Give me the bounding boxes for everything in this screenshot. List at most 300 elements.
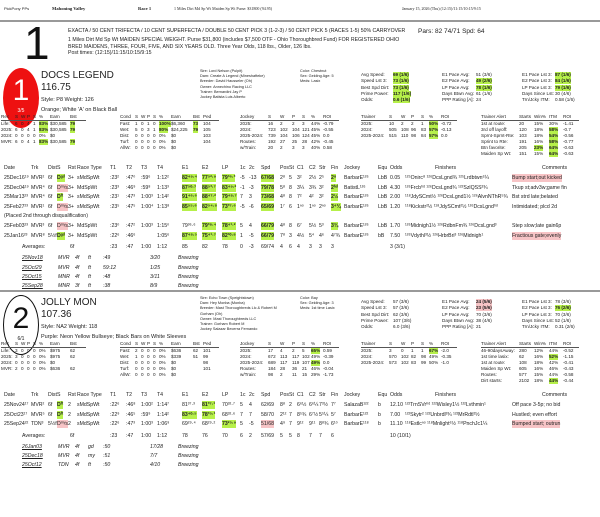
pp-lp: 79³⁶·³ (222, 175, 236, 181)
stat-label: LP Pace Avg: (442, 311, 470, 317)
trainer-alert-table-cell: 58% (549, 139, 559, 144)
pp-spd: 58/70 (261, 411, 274, 418)
record-table-cell: 0 (21, 354, 24, 359)
stat-value: 57 (3/6) (393, 305, 409, 311)
pp-c1: 3² (297, 175, 302, 181)
condition-table-cell: 0 (153, 366, 156, 371)
pp-rst: 2 (68, 402, 71, 408)
trainer-alert-table-cell: Routes: (481, 372, 497, 377)
pp-t4: 1:06⁹ (157, 421, 170, 428)
pp-st: 8 (289, 223, 292, 229)
condition-table-cell: 79 (193, 127, 199, 132)
condition-table-header: S (153, 114, 157, 119)
pp-t2: :47³ (126, 194, 135, 201)
trainer-alert-table-cell: 30% (549, 121, 559, 126)
race-number: 1 (24, 17, 50, 69)
trainer-alert-table-cell: -0.7 (563, 127, 571, 132)
pp-header: T1 (110, 165, 117, 171)
condition-table-header: P (147, 341, 151, 346)
record-table-cell: 0 (21, 133, 24, 138)
trainer-alert-table-cell: 44% (549, 378, 559, 383)
pp-t4: 1:14⁷ (157, 402, 169, 408)
pp-trk: TDN³ (31, 421, 44, 428)
pp-t3: :59⁸ (141, 184, 151, 191)
trainer-table-cell: 2024: (361, 354, 373, 359)
record-table-cell: $0 (50, 133, 56, 138)
pp-spd: 51/68 (261, 421, 274, 428)
pedigree-line: Owner: Mast Thoroughbreds LLC (200, 316, 257, 321)
trainer-table-cell: 2025-2024: (361, 360, 385, 365)
workout-distance: 4f (75, 264, 80, 271)
trainer-table-cell: 2025-2024: (361, 133, 385, 138)
pedigree-line: Jockey Batista Luis Alberto (200, 95, 246, 100)
pp-odds: 7.00 (390, 411, 401, 418)
stat-value: 70 (3/6) (555, 311, 571, 317)
workout-type: Breezing (178, 453, 199, 460)
condition-table-cell: AllW: (120, 145, 131, 150)
pp-fin: 2½ (331, 194, 339, 201)
condition-table-cell: Dist: (120, 133, 130, 138)
average-value: 1:00 (141, 432, 152, 439)
record-table-cell: MVR: (1, 366, 13, 371)
pp-header: Spd (261, 165, 271, 171)
condition-table-cell: 0 (141, 139, 144, 144)
pp-dist: 6f (48, 184, 53, 191)
condition-table-cell: 0% (159, 145, 166, 150)
pp-t1: :22⁶ (110, 232, 120, 239)
stat-label: Odds: (361, 324, 374, 330)
record-table-cell: 0% (39, 360, 46, 365)
trainer-alert-table-cell: 46-90daysAway: (481, 348, 515, 353)
condition-table-cell: 0 (147, 366, 150, 371)
record-table-cell: 83% (39, 127, 49, 132)
condition-table-header: % (159, 341, 164, 346)
trainer-alert-table-cell: 44% (549, 348, 559, 353)
pp-lp: 73²⁵·⁹ (222, 421, 237, 428)
horse-name[interactable]: JOLLY MON (41, 297, 97, 308)
record-table-header: Rec (1, 114, 10, 119)
pp-finishers[interactable]: ¹²²Skytr² ¹²²Unbrdl³¾ ¹²²MrRdtl³½ (405, 411, 480, 418)
pp-e2: 88⁴⁷·² (202, 194, 216, 201)
pp-c1: 3¼ (297, 184, 305, 191)
pp-1c: 5 (240, 421, 243, 428)
stat-label: LP Pace Lst 3: (522, 84, 552, 90)
pp-t2: :47⁵ (126, 203, 136, 210)
past-performance-row (0, 174, 600, 183)
average-value: -3 (249, 244, 254, 251)
pp-race-type: sMdSpWt (77, 203, 100, 210)
pp-c1: 4½ (297, 232, 305, 239)
stat-value: 87 (1/6) (555, 72, 571, 77)
pp-race-type: sMdSpWt (77, 411, 100, 418)
stat-value: 73 (1/6) (393, 84, 409, 90)
condition-table-cell: 0 (141, 133, 144, 138)
condition-table-cell: $339 (171, 354, 182, 359)
jockey-table-cell: 113 (280, 354, 288, 359)
trainer-alert-table-header: ROI (563, 114, 572, 119)
pp-finishers[interactable]: ¹²⁶Midnigh1½ ¹²⁶RdbnFm¾ ¹²⁶DcsLgnd³ (405, 223, 497, 229)
stat-label: Odds: (361, 97, 374, 103)
divider (0, 20, 600, 22)
condition-table-header: S (135, 341, 139, 346)
pp-rst: 3+ (68, 184, 74, 191)
pp-pos: 7⁸ (280, 232, 286, 239)
record-table-cell: 0 (15, 133, 18, 138)
pp-rst: 2 (68, 421, 71, 428)
average-value: 70 (222, 432, 228, 439)
workout-date: 26Jan03 (22, 443, 42, 450)
record-table-cell: 1 (33, 121, 36, 126)
horse-name[interactable]: DOCS LEGEND (41, 70, 114, 81)
pedigree-info (200, 296, 277, 332)
pp-e2: 88⁵³·⁷ (202, 184, 216, 191)
trainer-alert-table-cell: 2102 (519, 378, 530, 383)
record-table-cell: 0% (39, 366, 46, 371)
jockey-table-cell: 28 (280, 366, 286, 371)
trainer-alert-table-header: Trainer Alert (481, 114, 506, 119)
jockey-table-cell: 2025-2024: (240, 133, 264, 138)
pp-header: Dist (48, 392, 57, 398)
pp-c1: 8⁵¾ (297, 411, 307, 418)
pp-s: Dᶠᵗ (57, 402, 64, 408)
condition-table-cell: $0 (171, 145, 177, 150)
pp-e1: 91⁴⁶·⁶ (182, 194, 197, 201)
average-value: 1:00 (141, 244, 152, 251)
jockey-table-cell: 17 (268, 348, 274, 353)
condition-table-header: % (159, 114, 164, 119)
stat-label: Prime Power: (361, 90, 389, 96)
pp-rst: 3+ (68, 203, 74, 210)
stat-label: Best Spd Dirt: (361, 311, 390, 317)
pp-c2: 3¾ (309, 184, 317, 191)
race-wagers: EXACTA / 50 CENT TRIFECTA / 10 CENT SUPERFECTA / DOUBLE 50 CENT PICK 3 (1-2-3) / 50 CENT PICK 5 (RACES 1-5) 50% CARRYOVER (68, 28, 406, 34)
pp-header: 2c (249, 165, 255, 171)
pp-2c: -3 (249, 184, 254, 191)
pp-race-type: sMdSpWt (77, 194, 100, 201)
condition-table-cell: 105 (203, 127, 211, 132)
stat-value: 24 (5/6) (476, 299, 492, 304)
condition-table-cell: 101 (203, 366, 211, 371)
stat-label: Days Since Lst: (522, 317, 554, 323)
jockey-table-header: P (292, 114, 296, 119)
trainer-alert-table-cell: 577 (519, 372, 527, 377)
pp-rst: 3+ (68, 194, 74, 201)
condition-table-cell: Fast: (120, 121, 131, 126)
pp-e2: 78³⁵·¹ (202, 411, 216, 418)
condition-table-header: W (141, 341, 146, 346)
morning-line-odds: 6/1 (17, 336, 25, 342)
past-performance-row (0, 420, 600, 429)
pp-header: T3 (141, 392, 148, 398)
record-table-cell: 0% (39, 354, 46, 359)
pp-e1: 81³⁷·³ (182, 402, 195, 408)
horse-entry-1 (0, 64, 600, 290)
trainer-alert-table-cell: 16% (534, 366, 544, 371)
average-value: 6f (70, 432, 75, 439)
condition-table-header: Cond (120, 114, 131, 119)
condition-table-cell: 103 (203, 133, 211, 138)
pp-t2: :46⁶ (126, 232, 136, 239)
race-description: 1 Miles Dirt Md Sp Wt MAIDEN SPECIAL WEIGHT. Purse $31,800 (includes $7,500 OTF - Ohio Thoroughbred Fund) FOR REGISTERED OHIO BRED MAIDENS, THREE, FOUR, FIVE, AND SIX YEARS OLD. Three Year Olds, 118 lbs., Older, 126 lbs. (68, 37, 400, 50)
detail-line: Color: Bay (300, 296, 318, 300)
average-value: 78 (182, 432, 188, 439)
pp-header: 1c (240, 165, 246, 171)
average-value: 3 (331, 244, 334, 251)
record-table-cell: 0 (27, 348, 30, 353)
pp-dist: 5½f (48, 232, 57, 239)
pp-spd: 66/79 (261, 232, 274, 239)
pp-header: Rst (68, 392, 76, 398)
pp-t1: :23³ (110, 184, 119, 191)
jockey-table-cell: 11 (292, 372, 297, 377)
pp-race-type: sMdSpWt (77, 402, 100, 408)
condition-table-header: Bst (193, 114, 200, 119)
pp-s: Dᵍᵈ (57, 175, 65, 181)
pp-2c: 3 (249, 194, 252, 201)
average-value: 85 (182, 244, 188, 251)
pp-header: St (289, 165, 294, 171)
pp-str: 4⁶ (319, 232, 325, 239)
record-table-cell: 6 (15, 139, 18, 144)
trainer-alert-table-cell: 191 (519, 139, 527, 144)
jockey-table-header: Jockey (240, 341, 255, 346)
average-value: 3 (3/1) (390, 244, 405, 251)
pp-1c: -5 (240, 175, 245, 181)
record-table-cell: MVR: (1, 139, 13, 144)
pp-fin: 5⁷ (331, 411, 336, 418)
pp-equ: b (378, 402, 381, 408)
pp-t4: 1:13³ (157, 184, 169, 191)
pp-odds: 7.50 (390, 232, 401, 239)
stat-value: 0.31 (2/6) (555, 324, 575, 330)
pp-finishers[interactable]: ¹²⁶Vdythl³½ ¹²⁶HrbrBri³ ¹²⁶Midnigh¹ (405, 232, 484, 239)
trainer-table-cell: 99 (421, 360, 427, 365)
trainer-table-cell: 2 (411, 121, 414, 126)
pp-2c: -13 (249, 175, 257, 181)
pp-header: 1c (240, 392, 246, 398)
condition-table-cell: 0% (159, 139, 166, 144)
pp-date: 25Dec04¹⁹ (4, 184, 29, 191)
pedigree-line: Gorham (Oh) (200, 311, 223, 316)
trainer-table-cell: 1 (411, 348, 414, 353)
pp-finishers[interactable]: ¹²²TrnSVrʰᵈ ¹²²Wisley1½ ¹²²Lvthmin¹ (405, 402, 486, 408)
pp-dist: 6f (48, 175, 53, 181)
pp-header: LP (222, 165, 229, 171)
jockey-table-cell: 25 (292, 139, 298, 144)
pedigree-line: Breeder: Mast Thoroughbreds Llc & Robert M (200, 306, 277, 311)
pp-1c: 1 (240, 232, 243, 239)
trainer-alert-table-cell: 3rd off layoff: (481, 127, 508, 132)
pp-s: Dᵐʸs (57, 184, 68, 191)
pp-header: C2 (309, 392, 316, 398)
pp-trk: MVR⁴ (31, 184, 45, 191)
trainer-alert-table-cell: 1st time lasix: (481, 354, 509, 359)
stat-label: PPP Rating [A]: (442, 97, 474, 103)
pp-trk: MVR² (31, 402, 45, 408)
pp-fin: 4⁷¾ (331, 232, 341, 239)
horse-silks: Orange; White 'A' on Black Ball (41, 107, 118, 113)
pp-spd: 65/69 (261, 203, 274, 210)
pp-dist: 6f (48, 402, 53, 408)
pp-header: C2 (309, 165, 316, 171)
detail-line: Color: Chestnut (300, 69, 327, 73)
stat-value: 57 (3/6) (393, 299, 409, 304)
pp-header: LP (222, 392, 229, 398)
jockey-table-cell: 192 (268, 139, 276, 144)
pp-str: 2⁵ (319, 175, 325, 181)
pp-finishers[interactable]: ¹¹⁸JdySCmt½ ¹²⁶DcsLgnd1½ ¹²⁶AlvnNThR⁵¾ (405, 194, 508, 201)
jockey-table-header: P (292, 341, 296, 346)
workout-condition: ft (88, 462, 91, 469)
stat-value: 62 (3/6) (393, 311, 409, 317)
jockey-table-cell: 0.0 (323, 133, 330, 138)
pp-date: 25Oct23¹⁷ (4, 411, 28, 418)
condition-table-cell: 3 (147, 127, 150, 132)
workout-track: TDN (58, 462, 69, 469)
record-table-cell: 2024: (1, 360, 13, 365)
stat-value: 49 (2/6) (476, 78, 492, 84)
stat-label: Speed Lst 3: (361, 78, 387, 84)
pp-2c: 4 (249, 223, 252, 229)
pp-comments: Hustled; even effort (512, 411, 557, 418)
jockey-table-header: ROI (323, 341, 332, 346)
pp-t4: 1:14² (157, 411, 169, 418)
record-table-cell: 2 (15, 366, 18, 371)
pp-t3: 1:00² (141, 402, 153, 408)
pp-st: 5 (289, 175, 292, 181)
workout-distance: 4f (75, 255, 80, 262)
pp-finishers[interactable]: ¹¹⁸Kickstr²½ ¹¹⁸JdySCmt²½ ¹²⁶DcsLgndʰᵈ (405, 203, 498, 210)
trainer-alert-table-cell: 16% (534, 354, 544, 359)
average-value: :47 (126, 432, 134, 439)
trainer-table-cell: 96 (411, 127, 417, 132)
stat-value: 24 (476, 97, 482, 103)
jockey-table-cell: 3 (302, 145, 305, 150)
pp-pos: 4⁸ (280, 194, 286, 201)
stat-label: E2 Pace Avg: (442, 78, 470, 84)
pp-t1: :23² (110, 175, 119, 181)
pp-equ: LbB (378, 194, 388, 201)
record-table-cell: $30,585 (50, 121, 67, 126)
pp-t3: :59⁶ (141, 175, 151, 181)
jockey-table-cell: 2025: (240, 121, 252, 126)
jockey-table-cell: 16 (268, 121, 274, 126)
pp-header: Comments (542, 392, 568, 398)
jockey-table-cell: 2 (292, 121, 295, 126)
stat-label: E2 Pace Lst 3: (522, 78, 552, 84)
condition-table-cell: 0 (147, 133, 150, 138)
horse-silks: Purple: Neon Yellow Bullseye; Black Bars on White Sleeves (41, 334, 187, 340)
trainer-alert-table-cell: Maiden Sp Wt: (481, 151, 512, 156)
pp-date: 25Jan16²³ (4, 232, 28, 239)
average-value: 69/74 (261, 244, 274, 251)
condition-table-header: P (147, 114, 151, 119)
pp-header: St (289, 392, 294, 398)
trainer-table-cell: 515 (389, 133, 397, 138)
pp-e2: 81³⁷·¹ (202, 402, 216, 408)
pp-st: 8 (289, 194, 292, 201)
pp-t4: 1:14² (157, 194, 169, 201)
jockey-table-cell: -0.39 (323, 354, 334, 359)
pp-date: 25Feb03²³ (4, 223, 28, 229)
pp-dist: 6f (48, 203, 53, 210)
condition-table-cell: 0 (147, 348, 150, 353)
trainer-table-cell: 82 (411, 354, 417, 359)
record-table-cell: $0 (50, 360, 56, 365)
jockey-table-cell: 104 (292, 127, 300, 132)
jockey-table-cell: -0.45 (323, 139, 334, 144)
record-table-header: Earn (50, 341, 60, 346)
pp-e1: 87⁴⁸·⁵ (182, 232, 197, 239)
pp-finishers[interactable]: ¹²⁶Frcbʰᵈ ¹²⁶DcsLgnd¾ ¹²²SzlQSS³¾ (405, 184, 488, 191)
pp-e2: 68²⁹·² (202, 421, 216, 428)
condition-table-cell: $0 (171, 366, 177, 371)
pp-t2: :47⁰ (126, 175, 136, 181)
workout-type: Breezing (178, 273, 199, 280)
stat-label: Days Since Lst: (522, 90, 554, 96)
pp-comments: Tkup st;adv3w;game fin (512, 184, 567, 191)
workout-distance: 3f (75, 283, 80, 290)
pp-date: 25Nov24¹⁷ (4, 402, 29, 408)
stat-label: E1 Pace Avg: (442, 72, 470, 77)
trainer-alert-table-cell: 58% (549, 127, 559, 132)
detail-line: Meds: Lasix (300, 79, 321, 84)
trainer-alert-table-header: Starts (519, 114, 531, 119)
pp-finishers[interactable]: ¹²⁵Onirc⁸ ¹²⁶DcsLgnd¾ ¹²⁵Lrdbtwn⁶¼ (405, 175, 489, 181)
pp-e2: 79³⁸·⁴ (202, 223, 217, 229)
workout-distance: 4f (75, 453, 80, 460)
pp-spd: 73/68 (261, 194, 274, 201)
trainer-alert-table-cell: 280 (519, 348, 527, 353)
pp-s: Dᵍᵈ (57, 232, 65, 239)
trainer-table-header: P (411, 341, 415, 346)
detail-line: Sex: Gelding Age: 3 (300, 301, 334, 306)
condition-table-header: S (153, 341, 157, 346)
condition-table-cell: $0 (171, 139, 177, 144)
pp-c2: 9¹¹ (309, 421, 316, 428)
pp-comments: Intimidated; plcd 2d (512, 203, 557, 210)
stat-label: PPP Rating [A]: (442, 324, 474, 330)
pp-jockey: BatistL¹²⁶ (344, 184, 366, 191)
pp-t3: 1:00³ (141, 223, 153, 229)
jockey-table-header: % (311, 114, 316, 119)
pp-st: 7 (289, 421, 292, 428)
trainer-alert-table-cell: 46% (549, 366, 559, 371)
condition-table-cell: 0 (135, 360, 138, 365)
condition-table-cell: 0 (135, 139, 138, 144)
pp-e2: 75⁴¹·⁷ (202, 232, 216, 239)
past-performance-row (0, 184, 600, 193)
pp-race-type: MdSpWt (77, 232, 97, 239)
pp-c1: 6⁶½ (297, 402, 307, 408)
pp-finishers[interactable]: ¹¹⁸Estlcⁿᵒ ¹¹⁸Mnlight⁶½ ¹¹⁸PnchJc1¼ (405, 421, 488, 428)
workout-time: :38 (103, 283, 111, 290)
trainer-table-cell: 2025: (361, 121, 373, 126)
jockey-table-cell: 28 (302, 139, 308, 144)
stat-value: 84 (1/6) (555, 78, 571, 84)
pp-2c: 4 (249, 402, 252, 408)
condition-table-cell: 0 (153, 354, 156, 359)
record-table-header: S (33, 341, 37, 346)
condition-table-cell: Turf: (120, 139, 130, 144)
stat-label: Best Spd Dirt: (361, 84, 390, 90)
record-table-header: % (39, 341, 44, 346)
pp-equ: b (378, 411, 381, 418)
condition-table-cell: 5 (135, 127, 138, 132)
pp-header: T4 (157, 392, 164, 398)
trainer-table-header: S (421, 341, 425, 346)
jockey-table-cell: 40% (311, 145, 321, 150)
